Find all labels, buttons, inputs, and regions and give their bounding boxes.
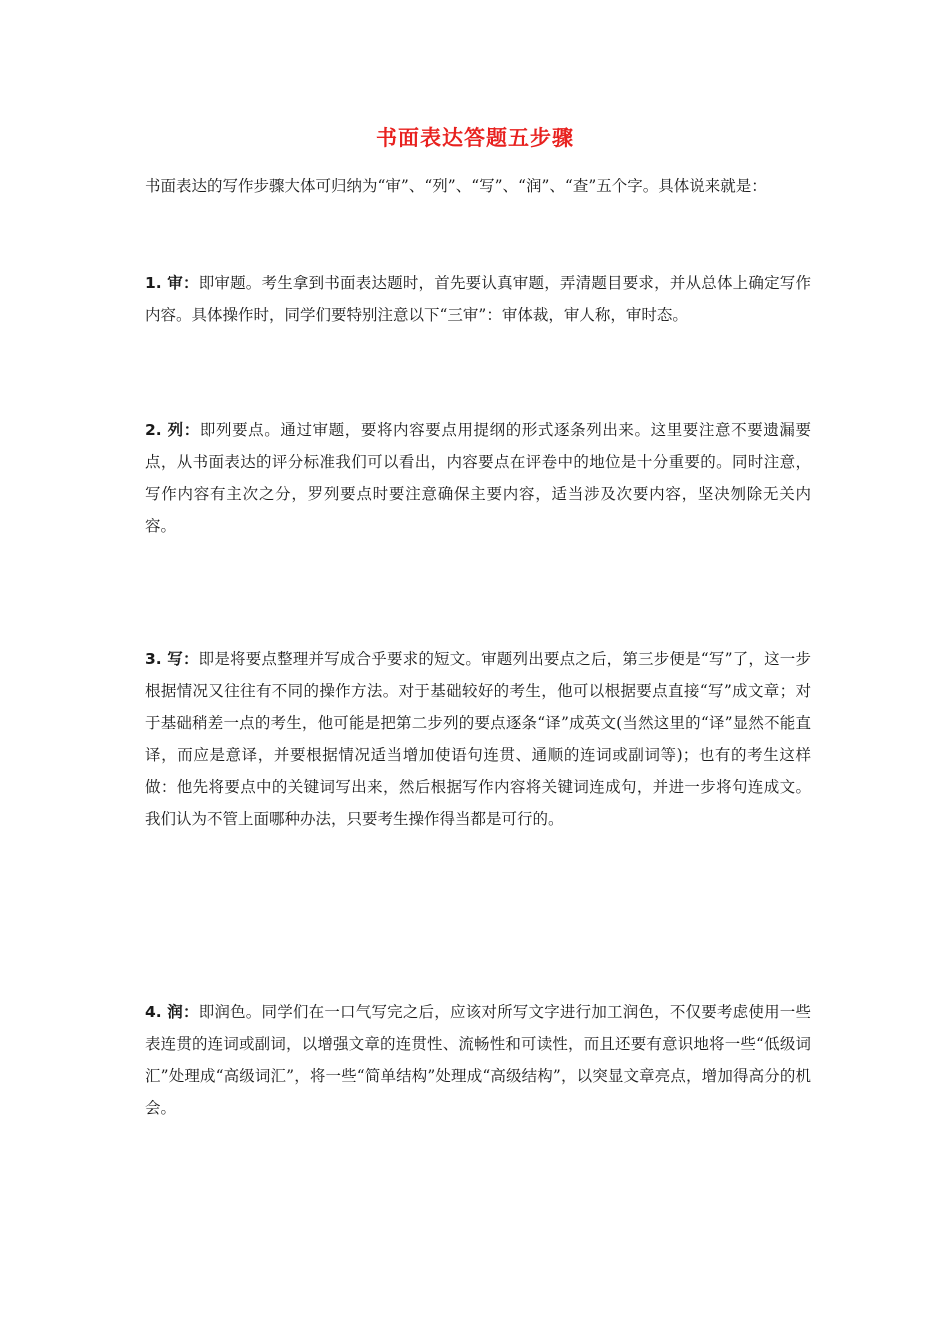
step-3-text: 即是将要点整理并写成合乎要求的短文。审题列出要点之后，第三步便是“写”了，这一步根据情况又往往有不同的操作方法。对于基础较好的考生，他可以根据要点直接“写”成文章；对于基础稍差一点的考生，他可能是把第二步列的要点逐条“译”成英文(当然这里的“译”显然不能直译，而应是意译，并要根据情况适当增加使语句连贯、通顺的连词或副词等)；也有的考生这样做：他先将要点中的关键词写出来，然后根据写作内容将关键词连成句，并进一步将句连成文。我们认为不管上面哪种办法，只要考生操作得当都是可行的。 xyxy=(145,650,811,828)
step-1-text: 即审题。考生拿到书面表达题时，首先要认真审题，弄清题目要求，并从总体上确定写作内容。具体操作时，同学们要特别注意以下“三审”：审体裁，审人称，审时态。 xyxy=(145,274,811,324)
intro-paragraph: 书面表达的写作步骤大体可归纳为“审”、“列”、“写”、“润”、“查”五个字。具体说来就是： xyxy=(145,177,767,195)
step-4-text: 即润色。同学们在一口气写完之后，应该对所写文字进行加工润色，不仅要考虑使用一些表连贯的连词或副词，以增强文章的连贯性、流畅性和可读性，而且还要有意识地将一些“低级词汇”处理成“高级词汇”，将一些“简单结构”处理成“高级结构”，以突显文章亮点，增加得高分的机会。 xyxy=(145,1003,811,1117)
step-2-text: 即列要点。通过审题，要将内容要点用提纲的形式逐条列出来。这里要注意不要遗漏要点，从书面表达的评分标准我们可以看出，内容要点在评卷中的地位是十分重要的。同时注意，写作内容有主次之分，罗列要点时要注意确保主要内容，适当涉及次要内容，坚决刎除无关内容。 xyxy=(145,421,811,535)
step-4-label: 4. 润： xyxy=(145,1003,199,1021)
page-title: 书面表达答题五步骤 xyxy=(376,126,574,150)
step-2-paragraph xyxy=(145,414,811,542)
step-1-label: 1. 审： xyxy=(145,274,199,292)
step-3-paragraph xyxy=(145,643,811,835)
step-3-label: 3. 写： xyxy=(145,650,199,668)
step-2-label: 2. 列： xyxy=(145,421,200,439)
step-1-paragraph xyxy=(145,267,811,331)
step-4-paragraph xyxy=(145,996,811,1124)
